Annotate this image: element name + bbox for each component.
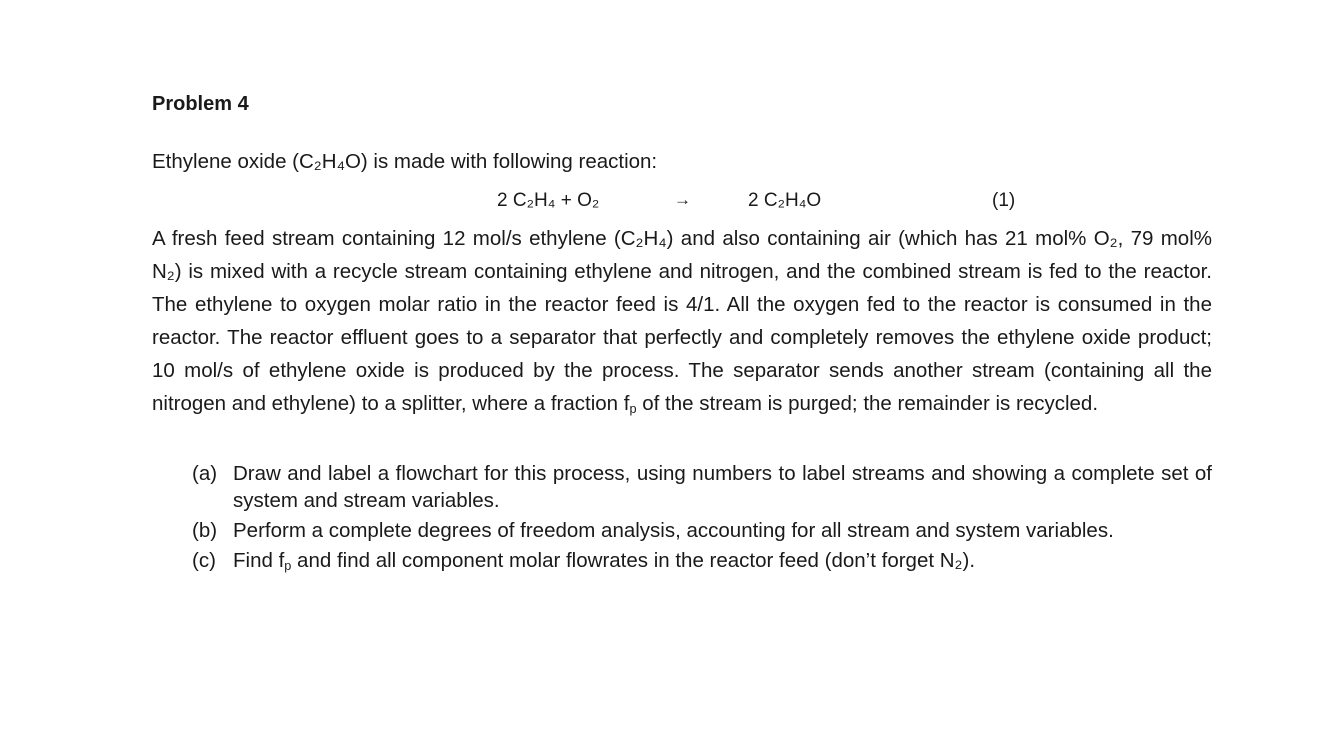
intro-sentence: Ethylene oxide (C₂H₄O) is made with following reaction: xyxy=(152,150,658,173)
question-label: (c) xyxy=(192,549,216,572)
question-text: Draw and label a flowchart for this process, using numbers to label streams and showing a complete set of system and stream variables. xyxy=(233,462,1212,512)
reaction-products: 2 C₂H₄O xyxy=(748,190,822,211)
question-item-b xyxy=(192,517,1212,544)
problem-description xyxy=(152,222,1212,420)
reaction-arrow-icon: → xyxy=(674,190,691,209)
description-text-2: of the stream is purged; the remainder is recycled. xyxy=(636,392,1099,415)
question-text-part: Find f xyxy=(233,549,285,572)
question-label: (b) xyxy=(192,519,218,542)
purge-subscript: p xyxy=(629,401,637,417)
equation-number: (1) xyxy=(992,190,1016,211)
question-item-a xyxy=(192,460,1212,514)
question-item-c xyxy=(192,547,1212,574)
question-text xyxy=(233,547,1212,574)
reaction-reactants: 2 C₂H₄ + O₂ xyxy=(497,190,600,211)
question-list xyxy=(152,460,1212,574)
description-text-1: A fresh feed stream containing 12 mol/s ethylene (C₂H₄) and also containing air (which has 21 mol% O₂, 79 mol% N₂) is mixed with a recycle stream containing ethylene and nitrogen, and the combined stream is fed to the reactor. The ethylene to oxygen molar ratio in the reactor feed is 4/1. All the oxygen fed to the reactor is consumed in the reactor. The reactor effluent goes to a separator that perfectly and completely removes the ethylene oxide product; 10 mol/s of ethylene oxide is produced by the process. The separator sends another stream (containing all the nitrogen and ethylene) to a splitter, where a fraction f xyxy=(152,227,1212,415)
problem-page xyxy=(152,88,1212,577)
purge-subscript: p xyxy=(284,558,292,574)
question-label: (a) xyxy=(192,462,218,485)
reaction-equation xyxy=(152,182,1212,222)
problem-title: Problem 4 xyxy=(152,93,249,115)
question-text: Perform a complete degrees of freedom analysis, accounting for all stream and system variables. xyxy=(233,519,1114,542)
question-text-part: and find all component molar flowrates in the reactor feed (don’t forget N₂). xyxy=(291,549,976,572)
